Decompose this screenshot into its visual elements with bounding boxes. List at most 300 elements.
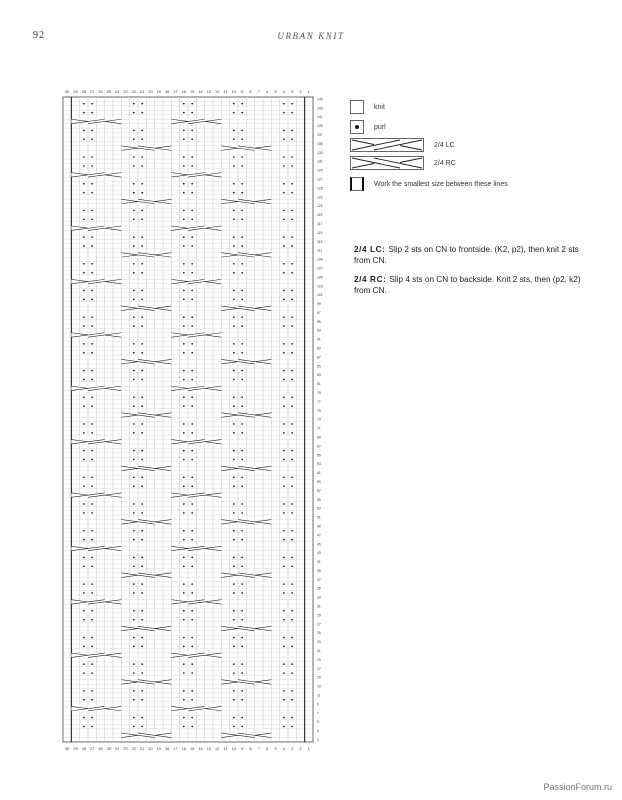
purl-dot [141,646,143,648]
purl-dot [191,165,193,167]
purl-dot [291,183,293,185]
purl-dot [141,325,143,327]
purl-dot [233,690,235,692]
purl-dot [141,530,143,532]
column-number-bottom: 21 [140,747,145,751]
purl-dot [283,112,285,114]
purl-dot [233,699,235,701]
purl-dot [183,557,185,559]
purl-dot [233,583,235,585]
purl-dot [283,290,285,292]
purl-dot [141,539,143,541]
purl-dot [233,299,235,301]
purl-dot [233,637,235,639]
purl-dot [241,619,243,621]
cable-cell [221,146,271,150]
column-number-top: 5 [274,90,277,94]
purl-dot [283,138,285,140]
purl-dot [133,299,135,301]
row-number: 45 [317,542,321,547]
purl-dot [183,539,185,541]
purl-dot [283,699,285,701]
purl-dot [83,165,85,167]
purl-dot [241,539,243,541]
column-number-bottom: 23 [123,747,128,751]
purl-dot [241,503,243,505]
purl-dot [233,396,235,398]
column-number-bottom: 15 [190,747,195,751]
purl-dot [283,218,285,220]
purl-dot [133,405,135,407]
purl-dot [191,299,193,301]
row-number: 25 [317,631,321,636]
purl-dot [283,672,285,674]
purl-dot [291,557,293,559]
purl-dot [291,503,293,505]
cable-cell [121,466,171,470]
purl-dot [91,183,93,185]
purl-dot [291,726,293,728]
purl-dot [133,325,135,327]
row-number: 85 [317,364,321,369]
cable-cell [71,279,121,283]
purl-dot [191,476,193,478]
purl-dot [283,610,285,612]
purl-dot [233,138,235,140]
purl-dot [133,316,135,318]
purl-dot [91,112,93,114]
purl-dot [83,557,85,559]
purl-dot [291,699,293,701]
column-number-bottom: 6 [266,747,269,751]
purl-dot [233,405,235,407]
purl-dot [233,370,235,372]
purl-dot [191,352,193,354]
purl-dot [91,672,93,674]
purl-dot [241,476,243,478]
purl-dot [241,726,243,728]
purl-dot [191,432,193,434]
purl-dot [283,156,285,158]
row-number: 81 [317,382,321,387]
purl-dot [141,565,143,567]
purl-dot [91,405,93,407]
purl-dot [291,672,293,674]
purl-dot [241,672,243,674]
row-number: 73 [317,417,321,422]
column-number-bottom: 17 [173,747,178,751]
purl-dot [141,210,143,212]
purl-dot [183,130,185,132]
cable-cell [221,413,271,417]
purl-dot [83,156,85,158]
purl-dot [141,379,143,381]
purl-dot [83,210,85,212]
purl-dot [183,272,185,274]
purl-dot [191,130,193,132]
purl-dot [141,717,143,719]
row-number: 13 [317,684,321,689]
row-number: 37 [317,577,321,582]
purl-dot [133,583,135,585]
purl-dot [133,290,135,292]
row-number: 141 [317,115,323,120]
purl-dot [183,352,185,354]
purl-dot [141,156,143,158]
note-text: Slip 2 sts on CN to frontside. (K2, p2), then knit 2 sts from CN. [354,245,579,265]
purl-dot [283,485,285,487]
purl-dot [141,476,143,478]
purl-dot [133,646,135,648]
purl-dot [141,459,143,461]
purl-dot [191,450,193,452]
purl-dot [283,557,285,559]
purl-dot [91,699,93,701]
purl-dot [191,503,193,505]
legend-item-knit [350,100,385,114]
purl-dot [183,637,185,639]
purl-dot [233,245,235,247]
row-number: 19 [317,657,321,662]
purl-dot [291,245,293,247]
row-number: 123 [317,195,323,200]
cable-notes [354,244,584,304]
purl-dot [283,717,285,719]
row-number: 121 [317,204,323,209]
purl-dot [291,459,293,461]
purl-dot [191,272,193,274]
purl-dot [241,325,243,327]
purl-dot [91,503,93,505]
column-number-bottom: 3 [291,747,294,751]
row-number: 105 [317,275,323,280]
purl-dot [191,717,193,719]
purl-dot [141,432,143,434]
purl-dot [133,352,135,354]
purl-dot [283,476,285,478]
column-number-top: 23 [123,90,128,94]
purl-dot [183,592,185,594]
cable-cell [121,733,171,737]
purl-dot [233,352,235,354]
purl-dot [133,130,135,132]
purl-dot [91,690,93,692]
row-number: 63 [317,462,321,467]
column-number-top: 3 [291,90,294,94]
purl-dot [91,396,93,398]
purl-dot [83,583,85,585]
purl-dot [291,396,293,398]
purl-dot [233,530,235,532]
cable-rc-icon [350,156,424,170]
purl-dot [91,646,93,648]
row-number: 3 [317,729,319,734]
purl-dot [83,530,85,532]
purl-dot [83,637,85,639]
purl-dot [191,245,193,247]
purl-dot [183,299,185,301]
purl-dot [133,370,135,372]
purl-dot [83,672,85,674]
purl-dot [233,565,235,567]
cable-cell [171,386,221,390]
purl-dot [291,637,293,639]
purl-dot [83,396,85,398]
column-number-bottom: 28 [81,747,86,751]
column-number-bottom: 26 [98,747,103,751]
purl-dot [291,192,293,194]
purl-dot [233,218,235,220]
purl-dot [91,325,93,327]
purl-dot [233,183,235,185]
purl-dot [233,539,235,541]
purl-dot [241,699,243,701]
purl-dot [141,637,143,639]
purl-dot [91,263,93,265]
purl-dot [83,690,85,692]
purl-dot [241,450,243,452]
purl-dot [91,423,93,425]
column-number-bottom: 30 [65,747,70,751]
purl-dot [83,476,85,478]
column-number-top: 9 [241,90,244,94]
purl-dot [283,450,285,452]
purl-dot [141,192,143,194]
purl-dot [291,539,293,541]
note-2-4-rc [354,274,584,296]
row-number: 133 [317,150,323,155]
purl-dot [283,183,285,185]
purl-dot [241,343,243,345]
column-number-bottom: 2 [299,747,302,751]
row-number: 1 [317,737,319,742]
purl-dot [83,138,85,140]
purl-dot [83,485,85,487]
row-number: 131 [317,159,323,164]
purl-dot [183,459,185,461]
purl-dot [233,210,235,212]
purl-dot [291,272,293,274]
purl-dot [191,210,193,212]
row-number: 145 [317,97,323,102]
purl-dot [183,530,185,532]
purl-dot [91,290,93,292]
purl-dot [141,503,143,505]
purl-dot [233,423,235,425]
legend-item-2-4-rc [350,156,456,170]
purl-dot [291,103,293,105]
purl-dot [291,299,293,301]
purl-dot [291,316,293,318]
purl-dot [241,583,243,585]
purl-dot [283,432,285,434]
purl-dot [133,592,135,594]
purl-dot [291,405,293,407]
column-number-bottom: 22 [131,747,136,751]
purl-dot [283,726,285,728]
purl-dot [291,592,293,594]
purl-dot [183,103,185,105]
purl-dot [133,218,135,220]
purl-dot [241,396,243,398]
column-number-top: 20 [148,90,153,94]
purl-dot [233,459,235,461]
purl-dot [233,263,235,265]
purl-dot [83,503,85,505]
purl-dot [183,210,185,212]
purl-dot [141,218,143,220]
purl-dot [141,485,143,487]
column-number-top: 29 [73,90,78,94]
purl-dot [183,218,185,220]
purl-dot [133,699,135,701]
purl-dot [133,619,135,621]
row-number: 89 [317,346,321,351]
purl-dot [291,352,293,354]
row-number: 61 [317,471,321,476]
purl-dot [83,379,85,381]
purl-dot [283,503,285,505]
purl-dot [233,476,235,478]
purl-dot [241,165,243,167]
purl-dot [91,272,93,274]
purl-dot [283,512,285,514]
row-number: 101 [317,293,323,298]
row-number: 31 [317,604,321,609]
purl-dot [241,690,243,692]
row-number: 129 [317,168,323,173]
cable-cell [221,359,271,363]
purl-dot [283,263,285,265]
column-number-top: 8 [249,90,252,94]
purl-dot [91,637,93,639]
column-number-bottom: 18 [165,747,170,751]
purl-dot [233,717,235,719]
purl-dot [133,557,135,559]
purl-dot [141,405,143,407]
purl-dot [233,316,235,318]
purl-dot [291,690,293,692]
cable-cell [71,440,121,444]
purl-dot [233,450,235,452]
purl-dot [283,210,285,212]
purl-dot [141,138,143,140]
column-number-top: 12 [215,90,220,94]
size-line-icon [350,177,364,191]
row-number: 135 [317,141,323,146]
purl-dot [133,530,135,532]
row-number: 51 [317,515,321,520]
purl-dot [191,583,193,585]
purl-dot [291,210,293,212]
column-number-bottom: 19 [156,747,161,751]
row-number: 143 [317,106,323,111]
purl-dot [91,717,93,719]
purl-dot [291,263,293,265]
purl-dot [91,352,93,354]
column-number-top: 19 [156,90,161,94]
column-number-top: 25 [106,90,111,94]
cable-cell [221,733,271,737]
row-number: 47 [317,533,321,538]
purl-dot [241,459,243,461]
row-number: 75 [317,408,321,413]
purl-dot [241,156,243,158]
purl-dot [83,183,85,185]
purl-dot [83,299,85,301]
purl-dot [283,459,285,461]
column-number-top: 7 [257,90,260,94]
purl-dot [191,646,193,648]
row-number: 41 [317,560,321,565]
purl-dot [283,245,285,247]
purl-dot [83,423,85,425]
row-number: 113 [317,239,323,244]
purl-dot [291,165,293,167]
cable-cell [121,199,171,203]
purl-dot [133,610,135,612]
purl-dot [233,130,235,132]
purl-dot [91,432,93,434]
purl-dot [141,610,143,612]
purl-dot [91,343,93,345]
cable-cell [121,146,171,150]
purl-dot [83,539,85,541]
cable-cell [121,306,171,310]
purl-dot [191,343,193,345]
purl-dot [283,316,285,318]
purl-dot [83,717,85,719]
purl-dot [191,530,193,532]
purl-dot [183,165,185,167]
row-number: 71 [317,426,321,431]
row-number: 119 [317,213,323,218]
purl-dot [291,610,293,612]
column-number-top: 6 [266,90,269,94]
purl-dot [183,663,185,665]
purl-dot [183,646,185,648]
purl-dot [91,663,93,665]
purl-dot [141,352,143,354]
purl-dot [241,423,243,425]
purl-dot [133,396,135,398]
purl-dot [291,370,293,372]
row-number: 107 [317,266,323,271]
note-term: 2/4 RC: [354,275,387,284]
purl-dot [291,325,293,327]
purl-dot [183,690,185,692]
row-number: 21 [317,649,321,654]
purl-dot [283,592,285,594]
purl-dot [133,512,135,514]
purl-dot [241,192,243,194]
purl-dot [91,245,93,247]
purl-dot [83,592,85,594]
column-number-bottom: 4 [282,747,285,751]
row-number: 9 [317,702,319,707]
purl-dot [133,717,135,719]
purl-dot [133,183,135,185]
purl-dot [241,299,243,301]
purl-dot [183,370,185,372]
legend-label: Work the smallest size between these lines [374,180,508,188]
purl-dot [233,646,235,648]
row-number: 65 [317,453,321,458]
purl-dot [141,112,143,114]
column-number-bottom: 10 [231,747,236,751]
purl-dot [283,530,285,532]
purl-dot [191,699,193,701]
